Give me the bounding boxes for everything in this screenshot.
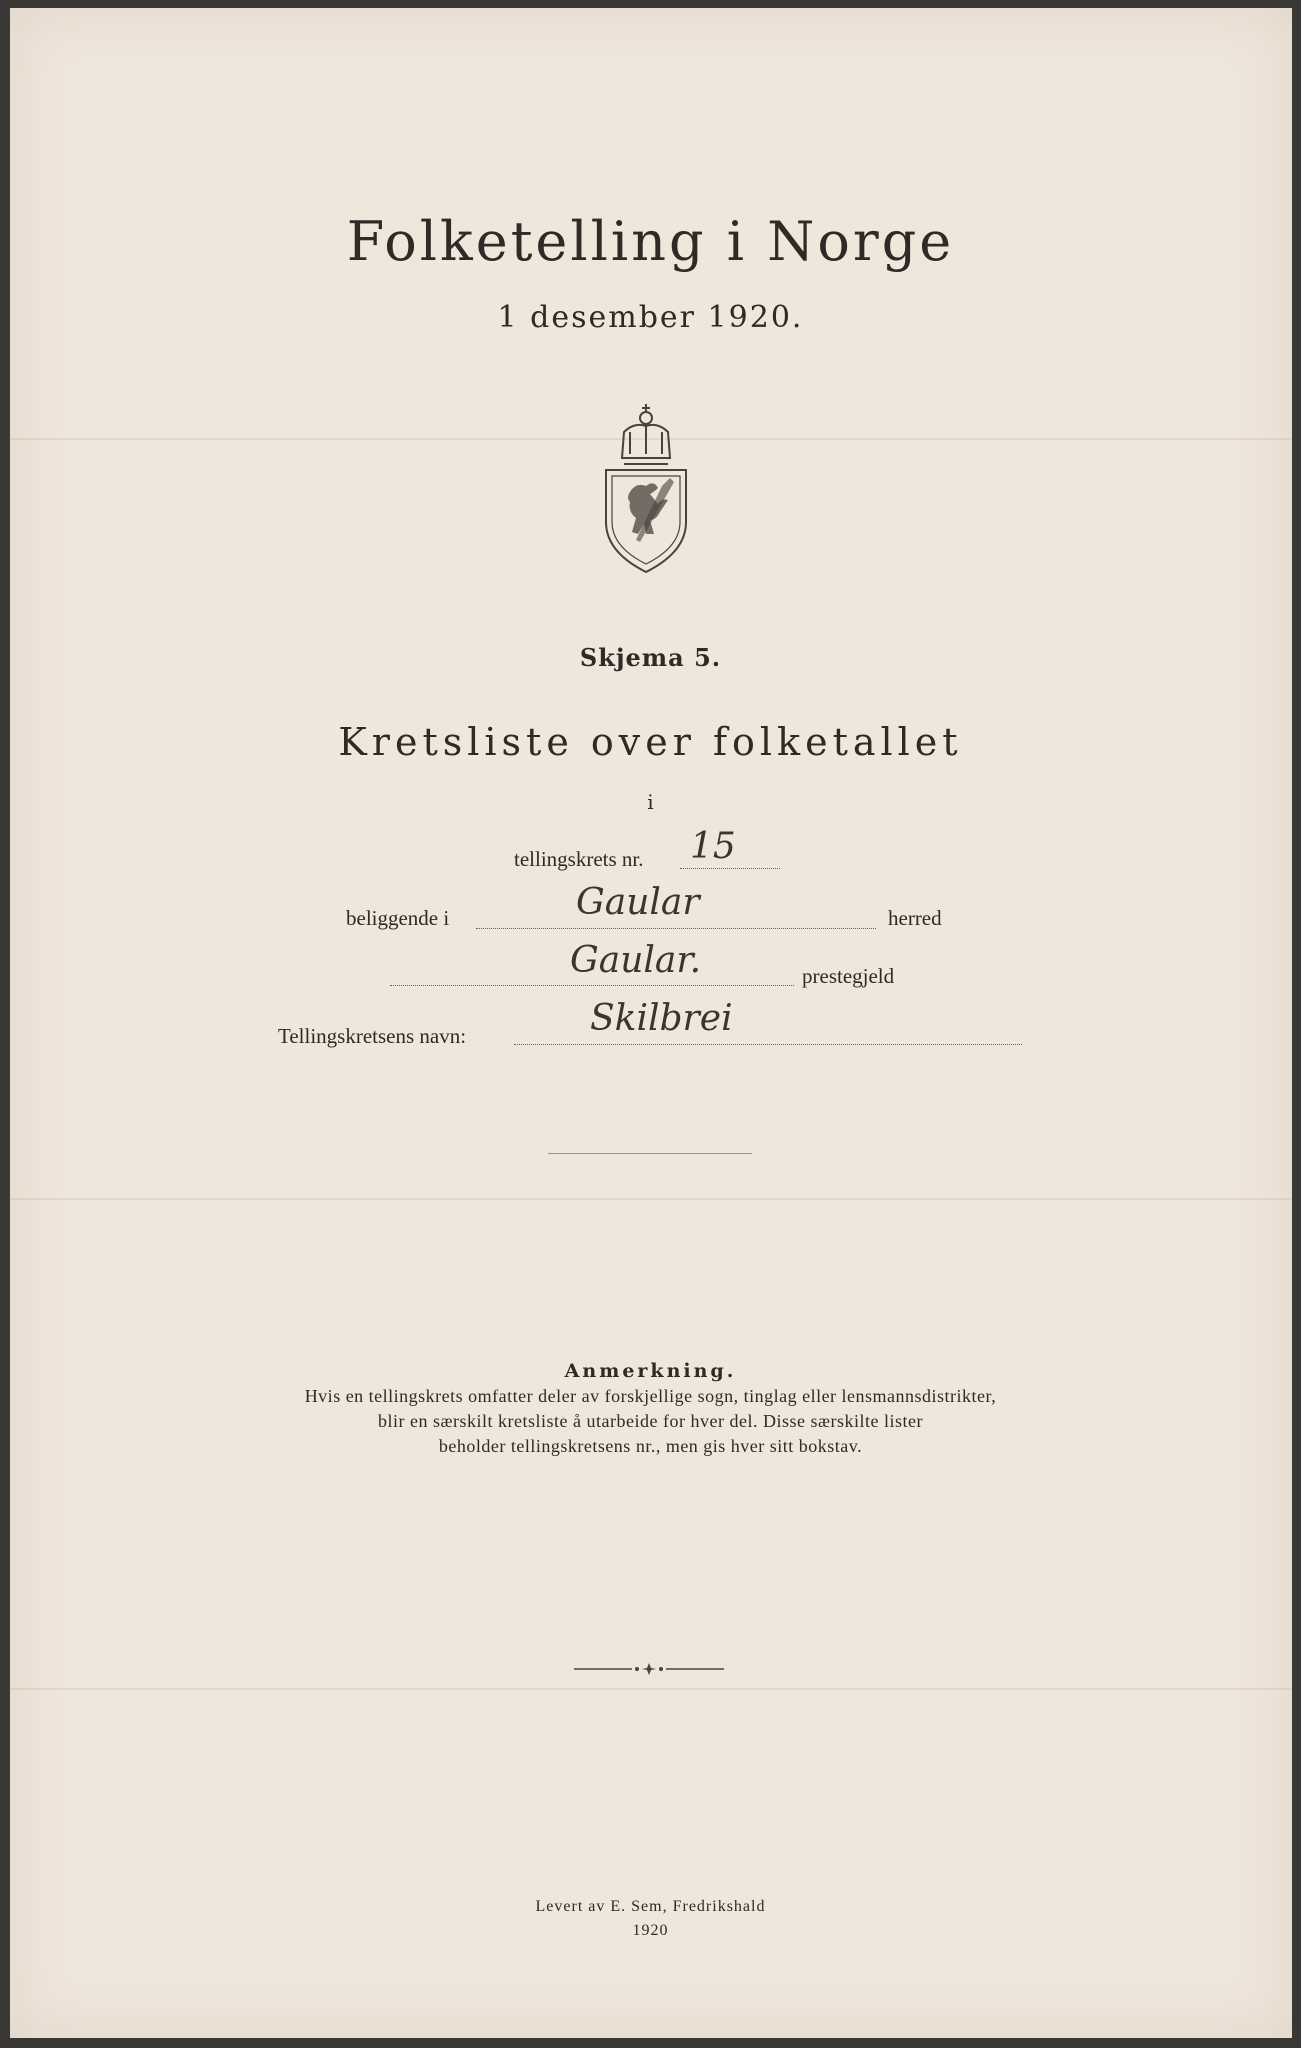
note-title: Anmerkning. [564, 1360, 737, 1382]
printer-imprint: Levert av E. Sem, Fredrikshald [535, 1898, 766, 1915]
tellingskrets-line [680, 868, 780, 869]
schema-number: Skjema 5. [579, 643, 722, 672]
prestegjeld-line [390, 985, 794, 986]
tellingskrets-value: 15 [690, 826, 736, 867]
document-title: Folketelling i Norge [346, 210, 955, 273]
star-ornament-icon [574, 1662, 724, 1676]
note-line-2: blir en særskilt kretsliste å utarbeide for hver del. Disse særskilte lister [378, 1411, 923, 1431]
connector-word: i [647, 790, 654, 814]
norwegian-coat-of-arms-icon [600, 402, 692, 574]
note-line-3: beholder tellingskretsens nr., men gis hver sitt bokstav. [438, 1436, 863, 1456]
navn-label: Tellingskretsens navn: [278, 1024, 467, 1048]
prestegjeld-label: prestegjeld [802, 964, 895, 988]
herred-label: herred [888, 906, 942, 930]
prestegjeld-value: Gaular. [570, 940, 702, 981]
beliggende-label: beliggende i [346, 906, 450, 930]
paper-crease [10, 1688, 1292, 1690]
separator-rule [548, 1153, 752, 1154]
tellingskrets-label: tellingskrets nr. [514, 847, 644, 871]
herred-line [476, 928, 876, 929]
paper-crease [10, 1198, 1292, 1200]
census-date: 1 desember 1920. [497, 300, 804, 335]
printer-year: 1920 [632, 1922, 669, 1939]
note-line-1: Hvis en tellingskrets omfatter deler av forskjellige sogn, tinglag eller lensmannsdistrikter, [304, 1386, 997, 1406]
form-heading: Kretsliste over folketallet [338, 720, 963, 764]
navn-value: Skilbrei [590, 998, 733, 1039]
herred-value: Gaular [576, 882, 700, 923]
navn-line [514, 1044, 1022, 1045]
